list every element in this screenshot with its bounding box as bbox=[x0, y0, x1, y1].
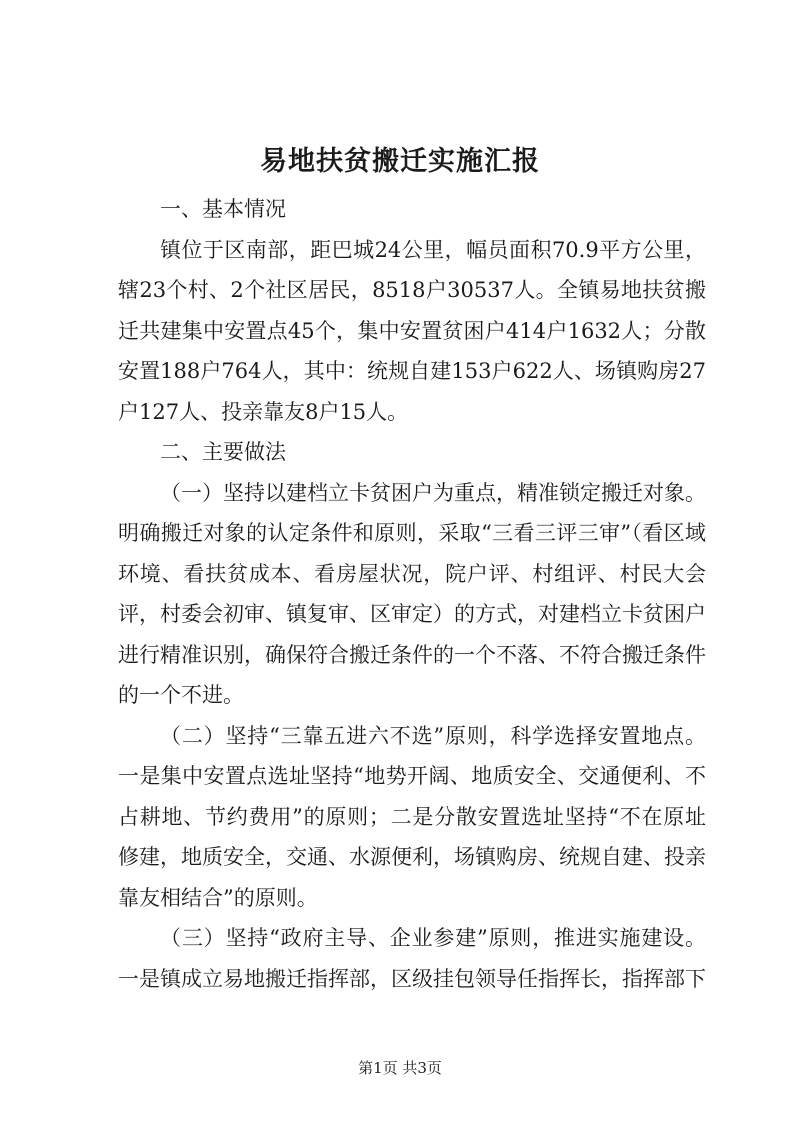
section-heading-basic-situation: 一、基本情况 bbox=[160, 197, 286, 221]
paragraph-practice-1: （一）坚持以建档立卡贫困户为重点，精准锁定搬迁对象。明确搬迁对象的认定条件和原则，采取“三看三评三审”（看区域环境、看扶贫成本、看房屋状况，院户评、村组评、村民大会评，村委会初审、镇复审、区审定）的方式，对建档立卡贫困户进行精准识别，确保符合搬迁条件的一个不落、不符合搬迁条件的一个不进。 bbox=[118, 480, 706, 707]
paragraph-practice-3: （三）坚持“政府主导、企业参建”原则，推进实施建设。一是镇成立易地搬迁指挥部，区级挂包领导任指挥长，指挥部下 bbox=[118, 926, 706, 991]
section-heading-main-practices: 二、主要做法 bbox=[160, 440, 286, 464]
document-body bbox=[118, 189, 706, 999]
document-title: 易地扶贫搬迁实施汇报 bbox=[260, 146, 540, 177]
paragraph-practice-2: （二）坚持“三靠五进六不选”原则，科学选择安置地点。一是集中安置点选址坚持“地势开阔、地质安全、交通便利、不占耕地、节约费用”的原则；二是分散安置选址坚持“不在原址修建，地质安全，交通、水源便利，场镇购房、统规自建、投亲靠友相结合”的原则。 bbox=[118, 723, 706, 910]
page-footer: 第1页 共3页 bbox=[358, 1059, 442, 1077]
paragraph-basic-situation: 镇位于区南部，距巴城24公里，幅员面积70.9平方公里，辖23个村、2个社区居民，8518户30537人。全镇易地扶贫搬迁共建集中安置点45个，集中安置贫困户414户1632人；分散安置188户764人，其中：统规自建153户622人、场镇购房27户127人、投亲靠友8户15人。 bbox=[118, 237, 706, 424]
